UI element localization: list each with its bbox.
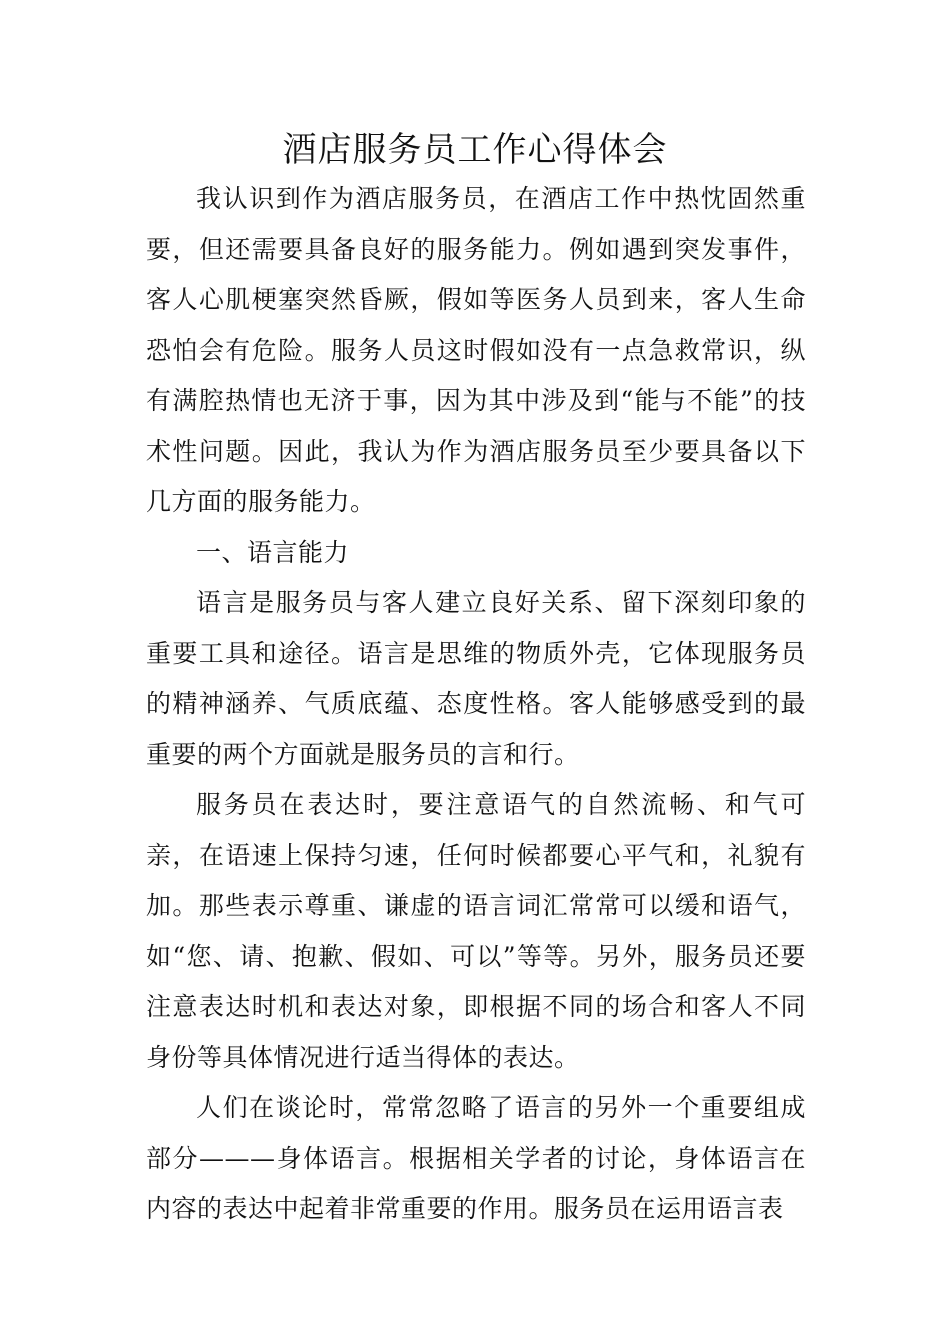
section-heading-language: 一、语言能力 bbox=[196, 537, 350, 567]
paragraph-body-language: 人们在谈论时，常常忽略了语言的另外一个重要组成部分———身体语言。根据相关学者的讨论，身体语言在内容的表达中起着非常重要的作用。服务员在运用语言表 bbox=[146, 1093, 806, 1223]
document-body bbox=[146, 174, 806, 1235]
paragraph-intro: 我认识到作为酒店服务员，在酒店工作中热忱固然重要，但还需要具备良好的服务能力。例如遇到突发事件，客人心肌梗塞突然昏厥，假如等医务人员到来，客人生命恐怕会有危险。服务人员这时假如没有一点急救常识，纵有满腔热情也无济于事，因为其中涉及到“能与不能”的技术性问题。因此，我认为作为酒店服务员至少要具备以下几方面的服务能力。 bbox=[146, 184, 806, 516]
paragraph-expression: 服务员在表达时，要注意语气的自然流畅、和气可亲，在语速上保持匀速，任何时候都要心平气和，礼貌有加。那些表示尊重、谦虚的语言词汇常常可以缓和语气，如“您、请、抱歉、假如、可以”等等。另外，服务员还要注意表达时机和表达对象，即根据不同的场合和客人不同身份等具体情况进行适当得体的表达。 bbox=[146, 790, 806, 1072]
document-title: 酒店服务员工作心得体会 bbox=[282, 130, 668, 170]
paragraph-language-importance: 语言是服务员与客人建立良好关系、留下深刻印象的重要工具和途径。语言是思维的物质外壳，它体现服务员的精神涵养、气质底蕴、态度性格。客人能够感受到的最重要的两个方面就是服务员的言和行。 bbox=[146, 588, 806, 769]
